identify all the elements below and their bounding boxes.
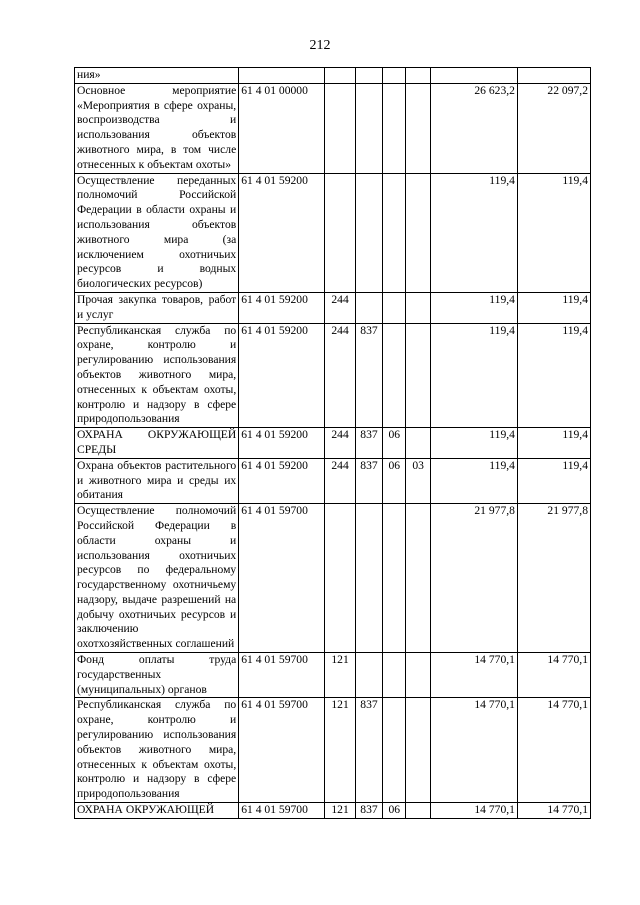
subsection-cell	[406, 428, 430, 459]
section-cell	[383, 323, 406, 428]
amount-year-2-cell	[517, 68, 590, 84]
target-code-cell: 61 4 01 59700	[239, 504, 325, 653]
table-row	[75, 653, 591, 698]
expense-type-cell: 121	[325, 803, 355, 819]
expense-type-cell	[325, 68, 355, 84]
target-code-cell: 61 4 01 59200	[239, 173, 325, 292]
target-code-cell: 61 4 01 59700	[239, 803, 325, 819]
row-name-cell: Республиканская служба по охране, контролю и регулированию использования объектов животного мира, отнесенных к объектам охоты, контролю и надзору в сфере природопользования	[75, 323, 239, 428]
administrator-cell: 837	[355, 323, 382, 428]
target-code-cell: 61 4 01 59700	[239, 653, 325, 698]
section-cell: 06	[383, 428, 406, 459]
row-name-cell: Охрана объектов растительного и животного мира и среды их обитания	[75, 458, 239, 503]
section-cell	[383, 83, 406, 173]
table-row	[75, 323, 591, 428]
target-code-cell	[239, 68, 325, 84]
row-name-cell: ОХРАНА ОКРУЖАЮЩЕЙ	[75, 803, 239, 819]
subsection-cell	[406, 698, 430, 803]
table-row	[75, 173, 591, 292]
target-code-cell: 61 4 01 00000	[239, 83, 325, 173]
amount-year-2-cell: 119,4	[517, 292, 590, 323]
row-name-cell: Республиканская служба по охране, контролю и регулированию использования объектов животного мира, отнесенных к объектам охоты, контролю и надзору в сфере природопользования	[75, 698, 239, 803]
amount-year-1-cell: 119,4	[430, 458, 517, 503]
row-name-cell: Осуществление переданных полномочий Российской Федерации в области охраны и использования объектов животного мира (за исключением охотничьих ресурсов и водных биологических ресурсов)	[75, 173, 239, 292]
subsection-cell	[406, 653, 430, 698]
amount-year-1-cell: 14 770,1	[430, 653, 517, 698]
table-row	[75, 68, 591, 84]
subsection-cell: 03	[406, 458, 430, 503]
budget-table	[74, 67, 591, 819]
target-code-cell: 61 4 01 59200	[239, 458, 325, 503]
subsection-cell	[406, 83, 430, 173]
subsection-cell	[406, 323, 430, 428]
expense-type-cell	[325, 173, 355, 292]
section-cell	[383, 68, 406, 84]
amount-year-1-cell: 21 977,8	[430, 504, 517, 653]
table-row	[75, 428, 591, 459]
administrator-cell: 837	[355, 428, 382, 459]
expense-type-cell: 244	[325, 428, 355, 459]
budget-table-body	[75, 68, 591, 819]
section-cell	[383, 292, 406, 323]
amount-year-2-cell: 14 770,1	[517, 698, 590, 803]
administrator-cell	[355, 292, 382, 323]
amount-year-2-cell: 119,4	[517, 428, 590, 459]
section-cell	[383, 173, 406, 292]
section-cell: 06	[383, 803, 406, 819]
section-cell: 06	[383, 458, 406, 503]
amount-year-1-cell: 119,4	[430, 323, 517, 428]
administrator-cell: 837	[355, 803, 382, 819]
amount-year-2-cell: 119,4	[517, 458, 590, 503]
expense-type-cell: 121	[325, 698, 355, 803]
target-code-cell: 61 4 01 59200	[239, 323, 325, 428]
expense-type-cell: 244	[325, 323, 355, 428]
section-cell	[383, 653, 406, 698]
row-name-cell: Прочая закупка товаров, работ и услуг	[75, 292, 239, 323]
table-row	[75, 292, 591, 323]
row-name-cell: Основное мероприятие «Мероприятия в сфере охраны, воспроизводства и использования объектов животного мира, в том числе отнесенных к объектам охоты»	[75, 83, 239, 173]
table-row	[75, 504, 591, 653]
target-code-cell: 61 4 01 59700	[239, 698, 325, 803]
administrator-cell	[355, 173, 382, 292]
section-cell	[383, 504, 406, 653]
subsection-cell	[406, 803, 430, 819]
target-code-cell: 61 4 01 59200	[239, 428, 325, 459]
amount-year-1-cell: 119,4	[430, 428, 517, 459]
row-name-cell: Осуществление полномочий Российской Федерации в области охраны и использования охотничьих ресурсов по федеральному государственному охотничьему надзору, выдаче разрешений на добычу охотничьих ресурсов и заключению охотхозяйственных соглашений	[75, 504, 239, 653]
amount-year-1-cell: 14 770,1	[430, 803, 517, 819]
expense-type-cell	[325, 83, 355, 173]
row-name-cell: Фонд оплаты труда государственных (муниципальных) органов	[75, 653, 239, 698]
amount-year-1-cell	[430, 68, 517, 84]
target-code-cell: 61 4 01 59200	[239, 292, 325, 323]
expense-type-cell: 244	[325, 458, 355, 503]
amount-year-2-cell: 22 097,2	[517, 83, 590, 173]
table-row	[75, 83, 591, 173]
subsection-cell	[406, 504, 430, 653]
subsection-cell	[406, 292, 430, 323]
amount-year-2-cell: 119,4	[517, 173, 590, 292]
table-row	[75, 458, 591, 503]
table-row	[75, 698, 591, 803]
table-row	[75, 803, 591, 819]
administrator-cell	[355, 653, 382, 698]
administrator-cell	[355, 68, 382, 84]
administrator-cell	[355, 504, 382, 653]
subsection-cell	[406, 68, 430, 84]
amount-year-2-cell: 14 770,1	[517, 653, 590, 698]
amount-year-1-cell: 119,4	[430, 173, 517, 292]
page-number: 212	[309, 38, 331, 53]
expense-type-cell: 244	[325, 292, 355, 323]
administrator-cell: 837	[355, 698, 382, 803]
expense-type-cell	[325, 504, 355, 653]
amount-year-2-cell: 14 770,1	[517, 803, 590, 819]
row-name-cell: ния»	[75, 68, 239, 84]
amount-year-2-cell: 21 977,8	[517, 504, 590, 653]
amount-year-1-cell: 14 770,1	[430, 698, 517, 803]
expense-type-cell: 121	[325, 653, 355, 698]
administrator-cell	[355, 83, 382, 173]
amount-year-1-cell: 119,4	[430, 292, 517, 323]
section-cell	[383, 698, 406, 803]
row-name-cell: ОХРАНА ОКРУЖАЮЩЕЙ СРЕДЫ	[75, 428, 239, 459]
subsection-cell	[406, 173, 430, 292]
administrator-cell: 837	[355, 458, 382, 503]
amount-year-1-cell: 26 623,2	[430, 83, 517, 173]
amount-year-2-cell: 119,4	[517, 323, 590, 428]
